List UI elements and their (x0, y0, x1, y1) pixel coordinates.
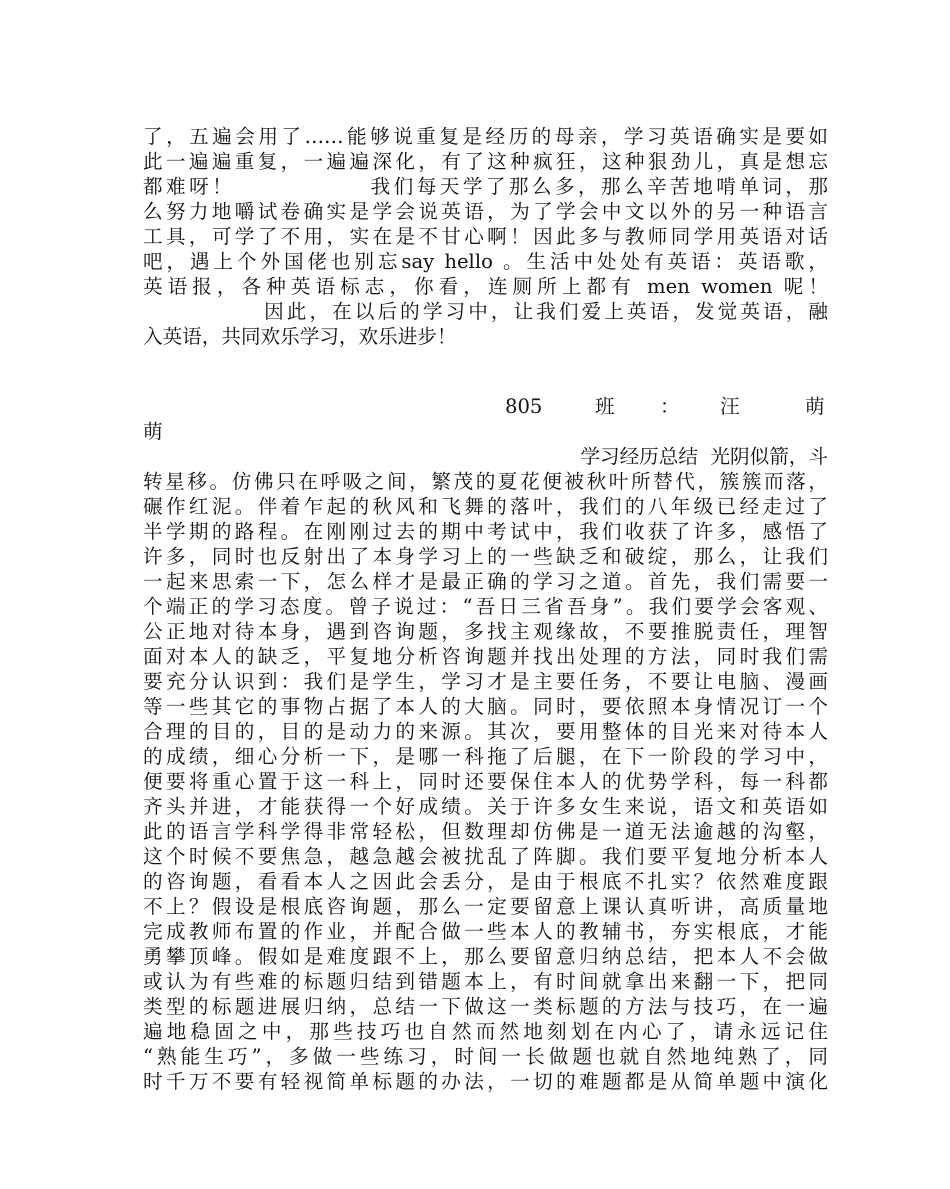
body-line: “熟能生巧”，多做一些练习，时间一长做题也就自然地纯熟了，同 (143, 1045, 828, 1068)
body-line: 这个时候不要焦急，越急越会被扰乱了阵脚。我们要平复地分析本人 (143, 845, 828, 868)
class-label: 班 (595, 395, 615, 418)
body-line: 都难呀！ 我们每天学了那么多，那么辛苦地啃单词，那 (143, 175, 828, 198)
body-line: 便要将重心置于这一科上，同时还要保住本人的优势学科，每一科都 (143, 770, 828, 793)
body-line: 面对本人的缺乏，平复地分析咨询题并找出处理的方法，同时我们需 (143, 645, 828, 668)
body-line: 一起来思索一下，怎么样才是最正确的学习之道。首先，我们需要一 (143, 570, 828, 593)
class-number: 805 (505, 395, 543, 418)
body-line: 的咨询题，看看本人之因此会丢分，是由于根底不扎实？依然难度跟 (143, 870, 828, 893)
body-line: 了，五遍会用了……能够说重复是经历的母亲，学习英语确实是要如 (143, 125, 828, 148)
section-heading: 学习经历总结 光阴似箭，斗 (580, 445, 828, 468)
body-line: 勇攀顶峰。假如是难度跟不上，那么要留意归纳总结，把本人不会做 (143, 945, 828, 968)
body-line: 么努力地嚼试卷确实是学会说英语，为了学会中文以外的另一种语言 (143, 200, 828, 223)
body-line: 转星移。仿佛只在呼吸之间，繁茂的夏花便被秋叶所替代，簇簇而落， (143, 470, 828, 493)
body-line: 等一些其它的事物占据了本人的大脑。同时，要依照本身情况订一个 (143, 695, 828, 718)
body-line: 类型的标题进展归纳，总结一下做这一类标题的方法与技巧，在一遍 (143, 995, 828, 1018)
body-line: 或认为有些难的标题归结到错题本上，有时间就拿出来翻一下，把同 (143, 970, 828, 993)
body-line: 入英语，共同欢乐学习，欢乐进步！ (143, 325, 457, 348)
body-line: 遍地稳固之中，那些技巧也自然而然地刻划在内心了，请永远记住 (143, 1020, 828, 1043)
body-line: 合理的目的，目的是动力的来源。其次，要用整体的目光来对待本人 (143, 720, 828, 743)
body-line: 吧，遇上个外国佬也别忘say hello 。生活中处处有英语：英语歌， (143, 250, 828, 273)
body-line: 半学期的路程。在刚刚过去的期中考试中，我们收获了许多，感悟了 (143, 520, 828, 543)
body-line: 英语报，各种英语标志，你看，连厕所上都有 men women 呢！ (143, 275, 828, 298)
body-line: 时千万不要有轻视简单标题的办法，一切的难题都是从简单题中演化 (143, 1070, 828, 1093)
body-line: 许多，同时也反射出了本身学习上的一些缺乏和破绽，那么，让我们 (143, 545, 828, 568)
body-line: 要充分认识到：我们是学生，学习才是主要任务，不要让电脑、漫画 (143, 670, 828, 693)
author-name-char: 萌 (805, 395, 825, 418)
body-line: 完成教师布置的作业，并配合做一些本人的教辅书，夯实根底，才能 (143, 920, 828, 943)
body-line: 碾作红泥。伴着乍起的秋风和飞舞的落叶，我们的八年级已经走过了 (143, 495, 828, 518)
body-line: 不上？假设是根底咨询题，那么一定要留意上课认真听讲，高质量地 (143, 895, 828, 918)
body-line: 因此，在以后的学习中，让我们爱上英语，发觉英语，融 (143, 300, 828, 323)
signature-colon: ： (660, 395, 680, 418)
body-line: 的成绩，细心分析一下，是哪一科拖了后腿，在下一阶段的学习中， (143, 745, 828, 768)
body-line: 个端正的学习态度。曾子说过：“吾日三省吾身”。我们要学会客观、 (143, 595, 828, 618)
author-name-char: 萌 (143, 420, 163, 443)
body-line: 此的语言学科学得非常轻松，但数理却仿佛是一道无法逾越的沟壑， (143, 820, 828, 843)
body-line: 公正地对待本身，遇到咨询题，多找主观缘故，不要推脱责任，理智 (143, 620, 828, 643)
author-name-char: 汪 (720, 395, 740, 418)
body-line: 齐头并进，才能获得一个好成绩。关于许多女生来说，语文和英语如 (143, 795, 828, 818)
body-line: 工具，可学了不用，实在是不甘心啊！因此多与教师同学用英语对话 (143, 225, 828, 248)
body-line: 此一遍遍重复，一遍遍深化，有了这种疯狂，这种狠劲儿，真是想忘 (143, 150, 828, 173)
